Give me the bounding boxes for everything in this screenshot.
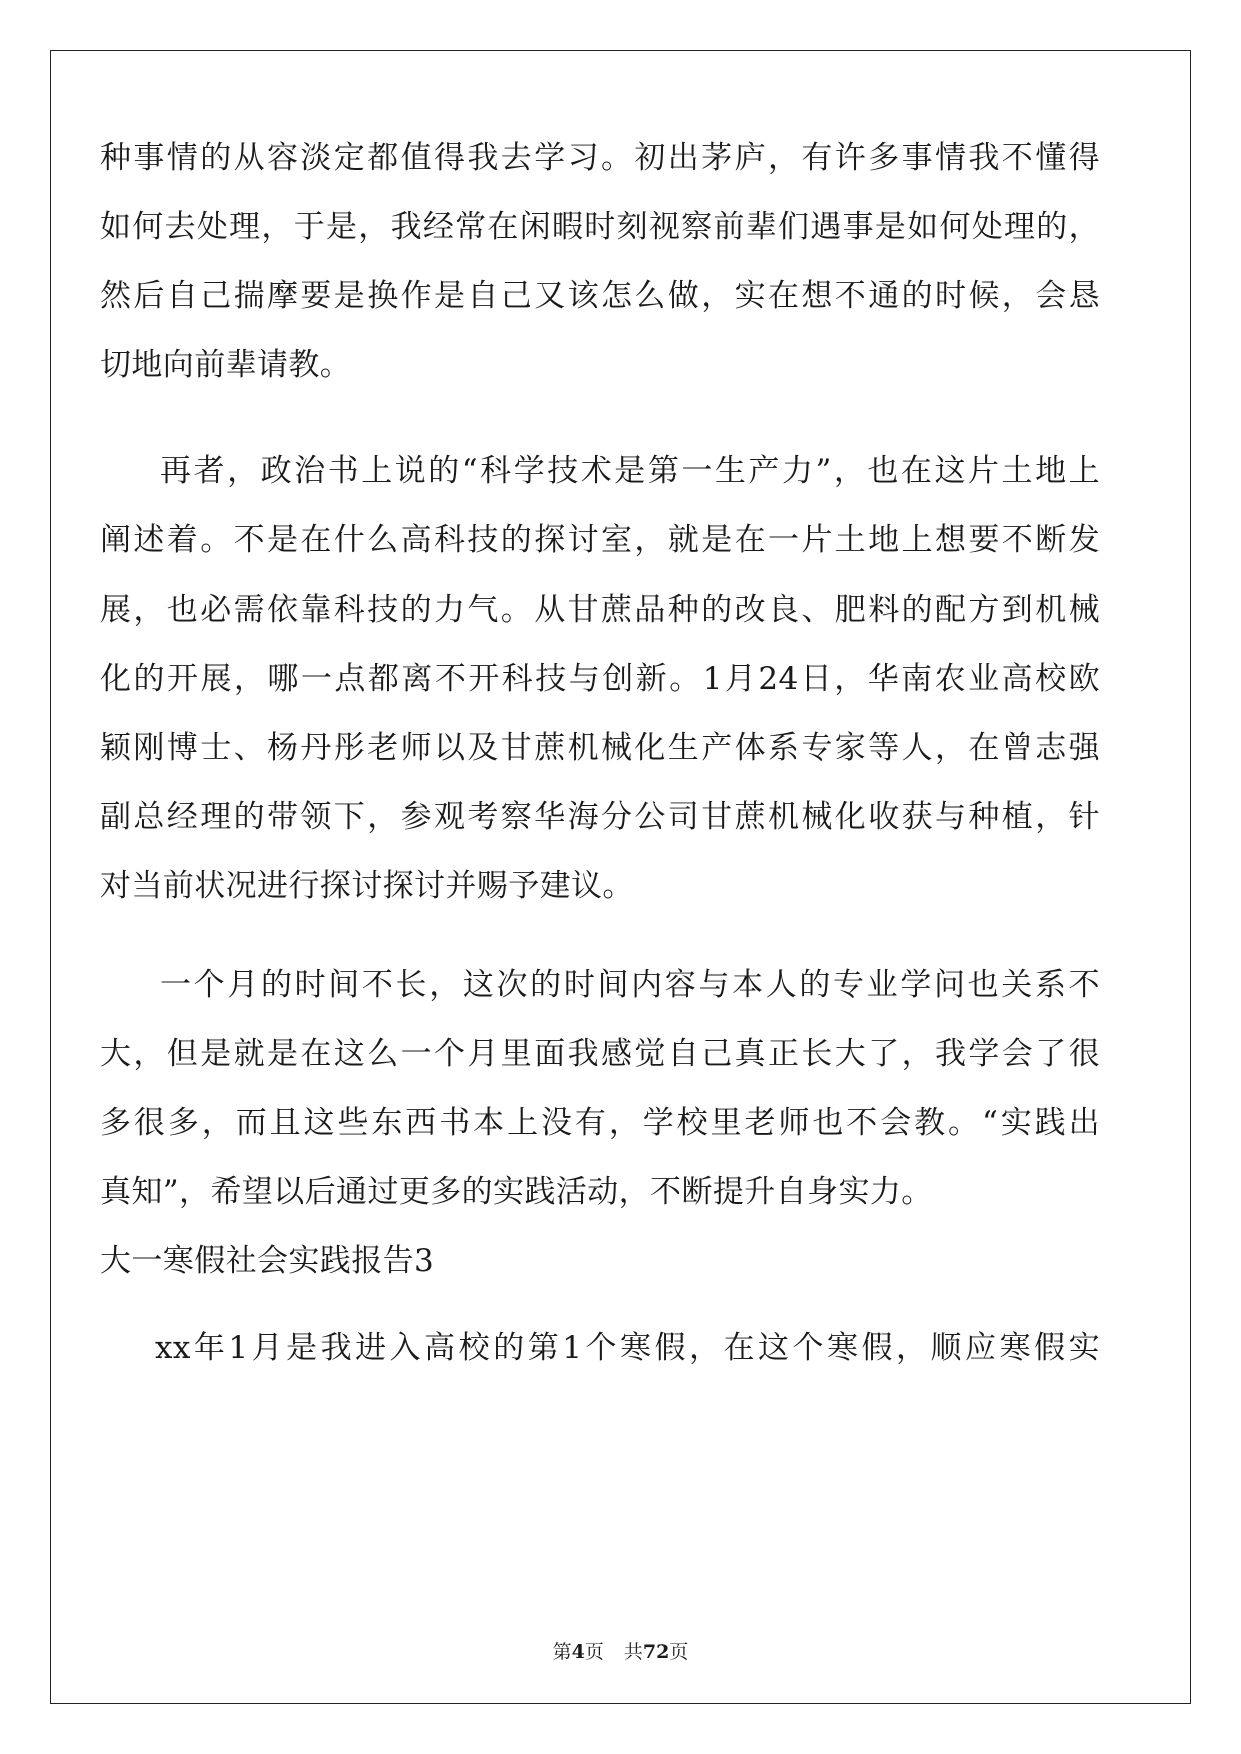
text-line: 阐述着。不是在什么高科技的探讨室，就是在一片土地上想要不断发	[100, 522, 1100, 558]
text-line: 展，也必需依靠科技的力气。从甘蔗品种的改良、肥料的配方到机械	[100, 592, 1100, 628]
paragraph-first-line: 一个月的时间不长，这次的时间内容与本人的专业学问也关系不	[160, 967, 1100, 1003]
text-line: 对当前状况进行探讨探讨并赐予建议。	[100, 868, 634, 904]
total-pages: 72	[642, 1641, 670, 1663]
page-suffix: 页	[584, 1641, 604, 1663]
text-line: 大，但是就是在这么一个月里面我感觉自己真正长大了，我学会了很	[100, 1036, 1100, 1072]
text-line: 如何去处理，于是，我经常在闲暇时刻视察前辈们遇事是如何处理的，	[100, 209, 1100, 245]
text-line: 然后自己揣摩要是换作是自己又该怎么做，实在想不通的时候，会恳	[100, 278, 1100, 314]
text-line: 种事情的从容淡定都值得我去学习。初出茅庐，有许多事情我不懂得	[100, 140, 1100, 176]
page-footer	[0, 1640, 1241, 1664]
text-line: 副总经理的带领下，参观考察华海分公司甘蔗机械化收获与种植，针	[100, 799, 1100, 835]
page-number: 4	[571, 1641, 585, 1663]
total-suffix: 页	[669, 1641, 689, 1663]
text-line: 颖刚博士、杨丹彤老师以及甘蔗机械化生产体系专家等人，在曾志强	[100, 730, 1100, 766]
total-prefix: 共	[623, 1641, 643, 1663]
paragraph-first-line: xx年1月是我进入高校的第1个寒假，在这个寒假，顺应寒假实	[155, 1330, 1100, 1366]
paragraph-first-line: 再者，政治书上说的“科学技术是第一生产力”，也在这片土地上	[160, 453, 1100, 489]
text-line: 多很多，而且这些东西书本上没有，学校里老师也不会教。“实践出	[100, 1105, 1100, 1141]
text-line: 化的开展，哪一点都离不开科技与创新。1月24日，华南农业高校欧	[100, 661, 1100, 697]
text-line: 真知”，希望以后通过更多的实践活动，不断提升自身实力。	[100, 1174, 933, 1210]
text-line: 切地向前辈请教。	[100, 347, 352, 383]
section-heading: 大一寒假社会实践报告3	[100, 1243, 435, 1279]
page-prefix: 第	[552, 1641, 572, 1663]
